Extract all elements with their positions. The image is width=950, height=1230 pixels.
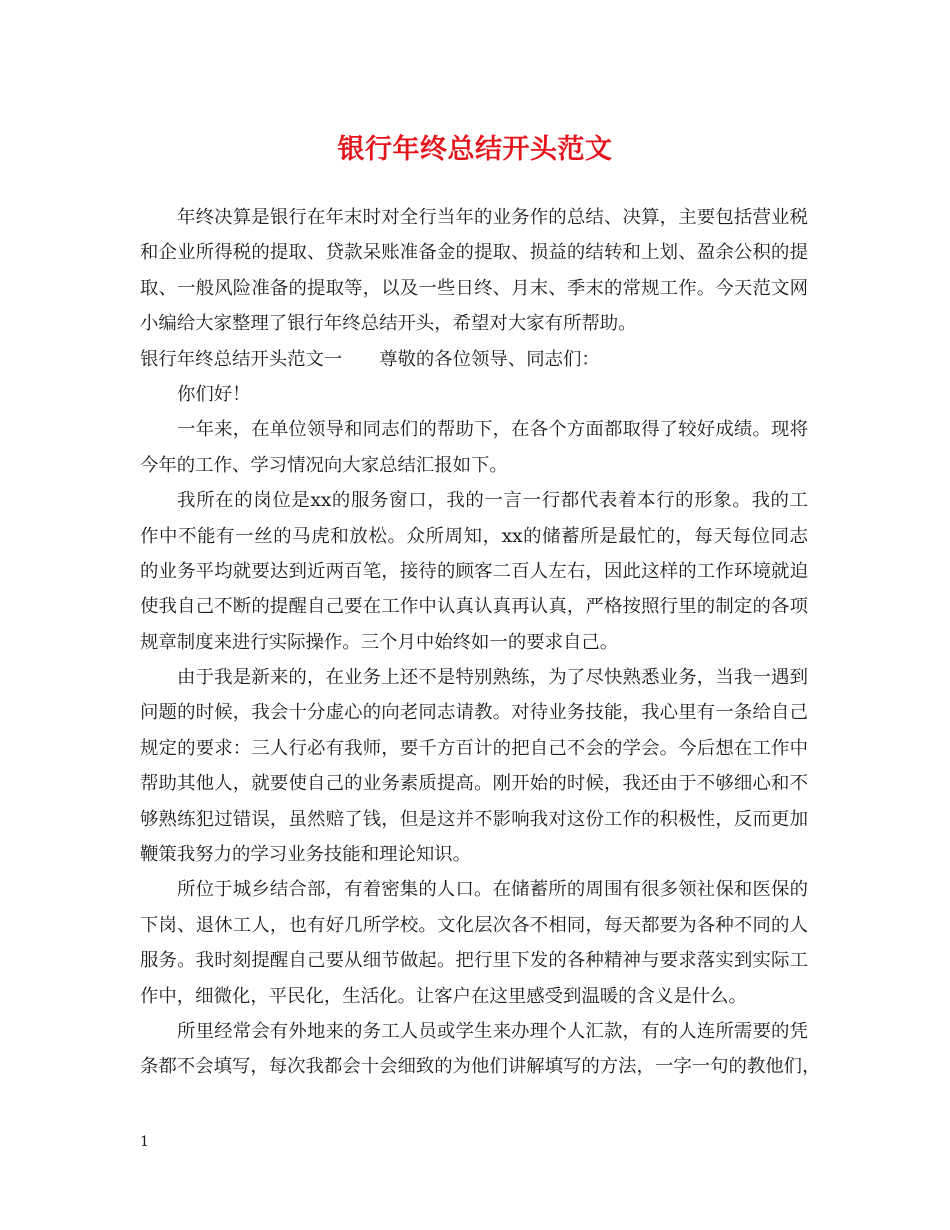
- body-line: 取、一般风险准备的提取等，以及一些日终、月末、季末的常规工作。今天范文网: [140, 277, 808, 299]
- paragraph-intro: [140, 200, 808, 342]
- body-line: 一年来，在单位领导和同志们的帮助下，在各个方面都取得了较好成绩。现将: [177, 419, 808, 441]
- paragraph-section-heading: [140, 342, 808, 377]
- body-line: 年终决算是银行在年末时对全行当年的业务作的总结、决算，主要包括营业税: [177, 207, 808, 228]
- body-line: 规章制度来进行实际操作。三个月中始终如一的要求自己。: [140, 631, 619, 653]
- document-title: 银行年终总结开头范文: [337, 134, 613, 165]
- document-body: [140, 200, 821, 1085]
- body-line: 我所在的岗位是xx的服务窗口，我的一言一行都代表着本行的形象。我的工: [177, 490, 808, 512]
- body-line: 条都不会填写，每次我都会十会细致的为他们讲解填写的方法，一字一句的教他们，: [140, 1056, 821, 1078]
- body-line: 和企业所得税的提取、贷款呆账准备金的提取、损益的结转和上划、盈余公积的提: [140, 242, 808, 264]
- paragraph: [140, 412, 808, 483]
- paragraph-greeting: [140, 377, 808, 412]
- body-line: 规定的要求：三人行必有我师，要千方百计的把自己不会的学会。今后想在工作中: [140, 737, 808, 759]
- section-heading-line: 银行年终总结开头范文一 尊敬的各位领导、同志们：: [140, 348, 600, 370]
- body-line: 由于我是新来的，在业务上还不是特别熟练，为了尽快熟悉业务，当我一遇到: [177, 667, 808, 689]
- page-number: 1: [140, 1134, 149, 1150]
- body-line: 够熟练犯过错误，虽然赔了钱，但是这并不影响我对这份工作的积极性，反而更加: [140, 808, 808, 830]
- body-line: 作中，细微化，平民化，生活化。让客户在这里感受到温暖的含义是什么。: [140, 985, 747, 1007]
- body-line: 服务。我时刻提醒自己要从细节做起。把行里下发的各种精神与要求落实到实际工: [140, 950, 808, 972]
- paragraph: [140, 483, 808, 660]
- body-line: 使我自己不断的提醒自己要在工作中认真认真再认真，严格按照行里的制定的各项: [140, 596, 808, 618]
- body-line: 问题的时候，我会十分虚心的向老同志请教。对待业务技能，我心里有一条给自己: [140, 702, 808, 724]
- paragraph: [140, 1014, 821, 1085]
- body-line: 所位于城乡结合部，有着密集的人口。在储蓄所的周围有很多领社保和医保的: [177, 879, 808, 901]
- paragraph: [140, 660, 808, 872]
- body-line: 所里经常会有外地来的务工人员或学生来办理个人汇款，有的人连所需要的凭: [177, 1020, 808, 1042]
- body-line: 鞭策我努力的学习业务技能和理论知识。: [140, 844, 472, 866]
- body-line: 下岗、退休工人，也有好几所学校。文化层次各不相同，每天都要为各种不同的人: [140, 914, 808, 936]
- body-line: 帮助其他人，就要使自己的业务素质提高。刚开始的时候，我还由于不够细心和不: [140, 773, 808, 795]
- body-line: 今年的工作、学习情况向大家总结汇报如下。: [140, 454, 508, 476]
- body-line: 的业务平均就要达到近两百笔，接待的顾客二百人左右，因此这样的工作环境就迫: [140, 560, 808, 582]
- paragraph: [140, 872, 808, 1014]
- body-line: 你们好！: [177, 383, 251, 405]
- body-line: 作中不能有一丝的马虎和放松。众所周知，xx的储蓄所是最忙的，每天每位同志: [140, 525, 808, 547]
- body-line: 小编给大家整理了银行年终总结开头，希望对大家有所帮助。: [140, 313, 637, 335]
